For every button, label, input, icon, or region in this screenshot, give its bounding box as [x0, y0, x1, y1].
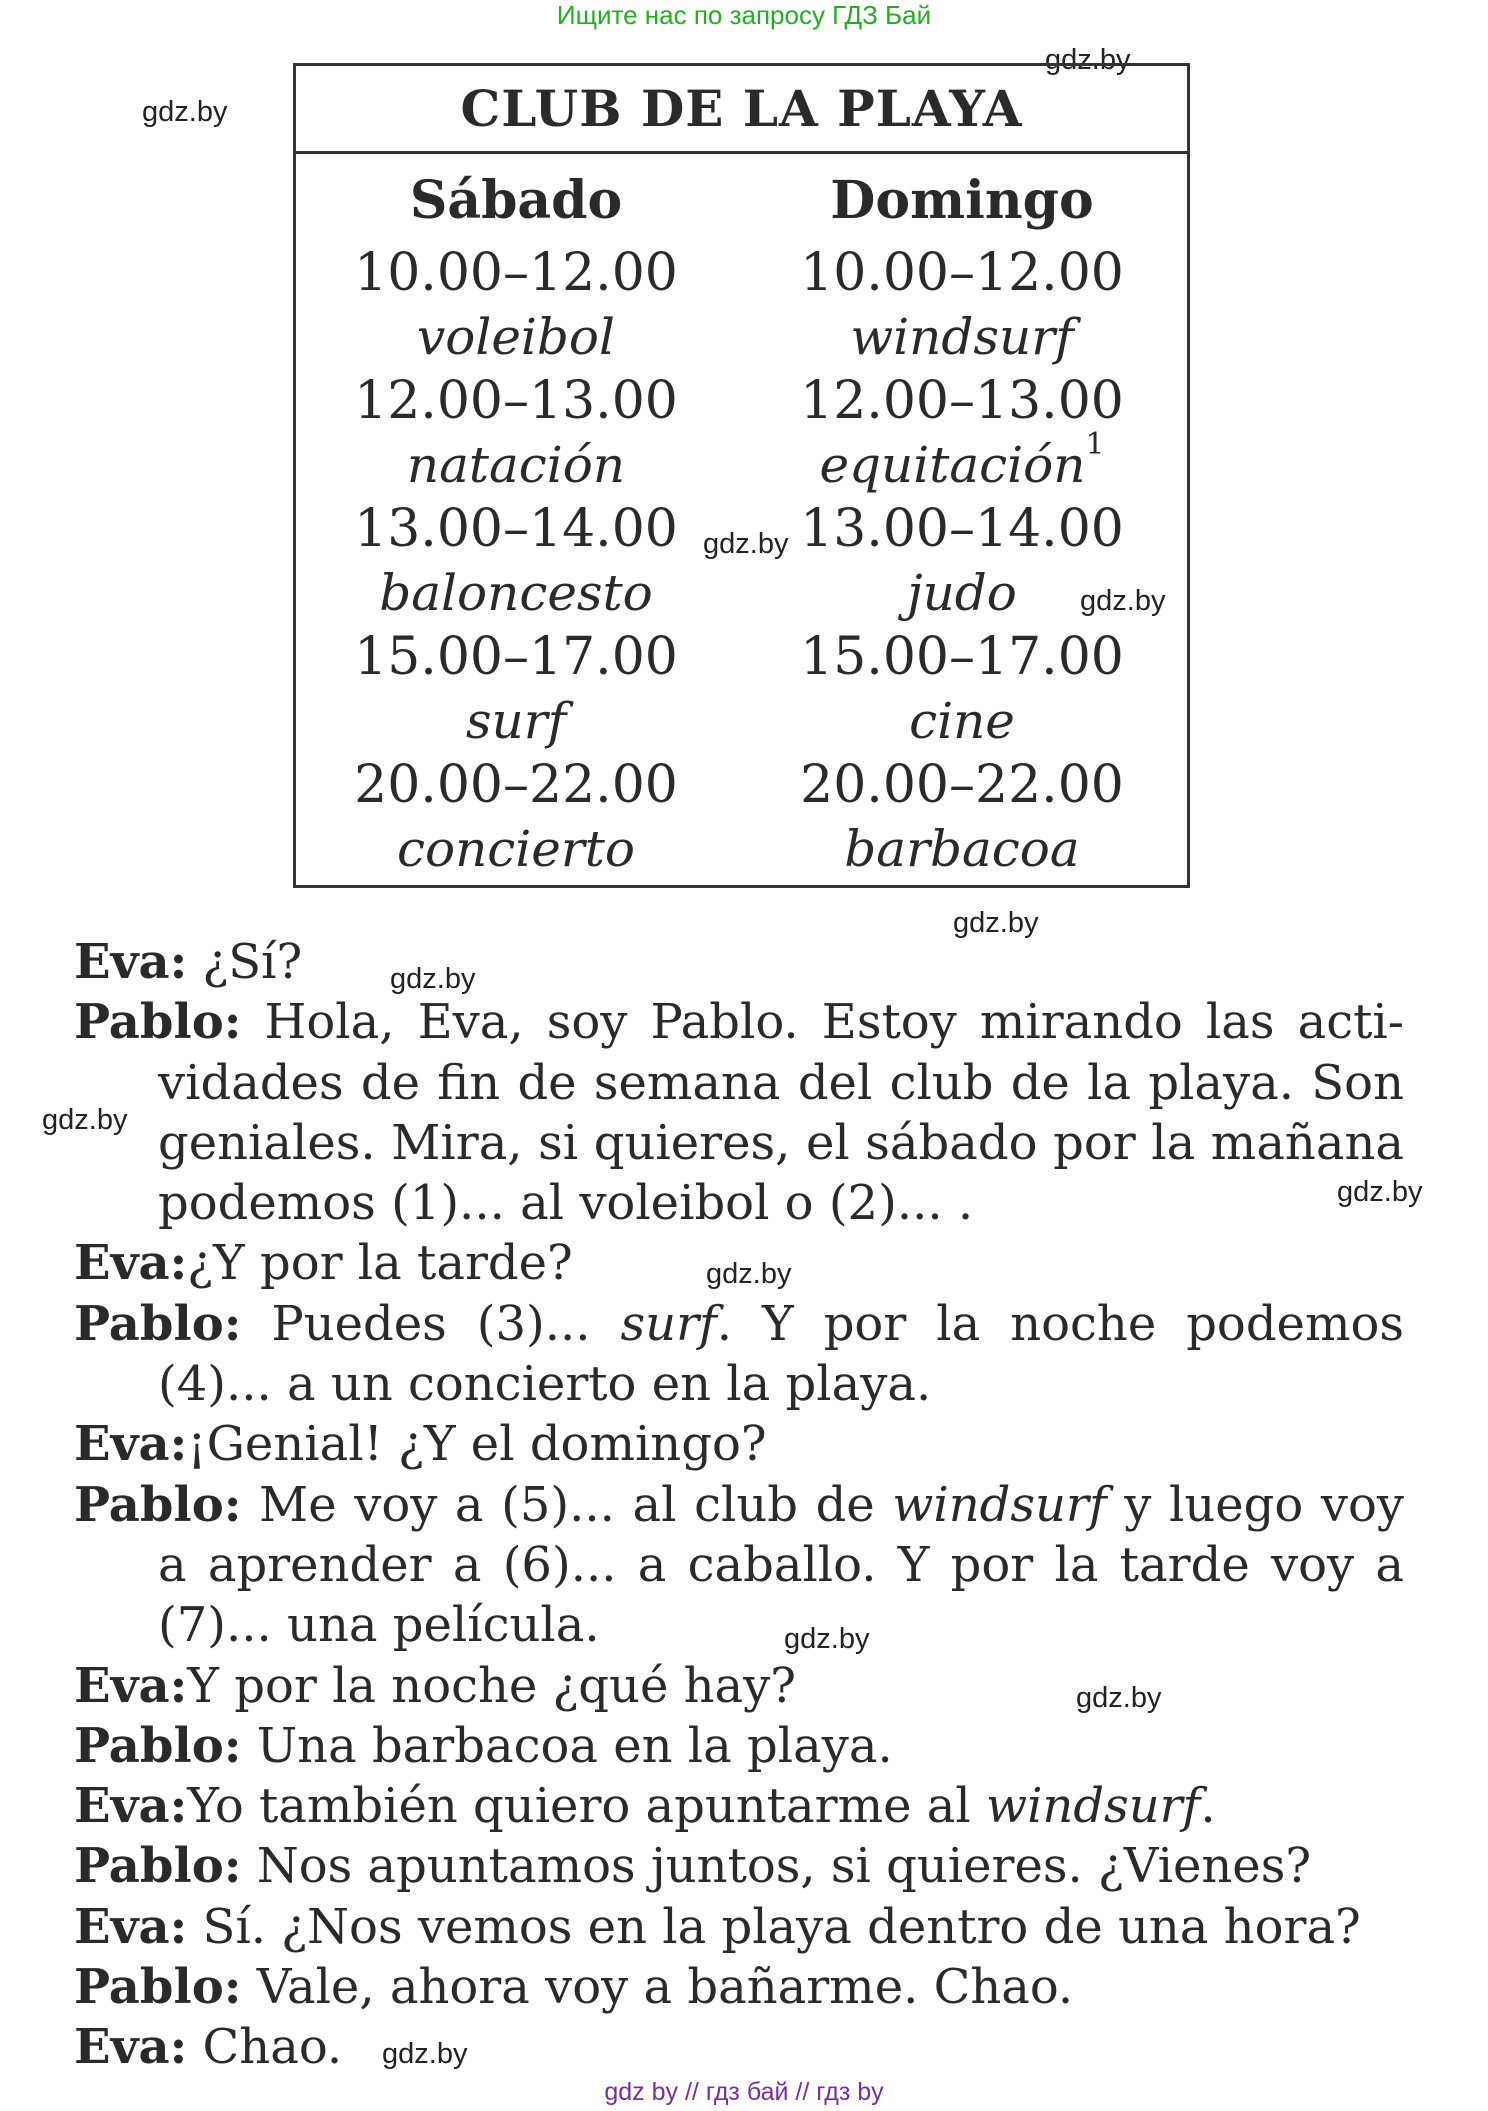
footer-separator: //: [795, 2078, 810, 2106]
line-text: Nos apuntamos juntos, si quieres. ¿Vienes?: [241, 1838, 1312, 1895]
slot-activity: judo: [907, 564, 1017, 622]
speaker-label: Pablo:: [74, 1717, 242, 1774]
slot-activity: [742, 427, 1182, 497]
watermark: gdz.by: [1045, 44, 1131, 76]
line-text-italic: surf: [620, 1295, 717, 1352]
slot-activity: concierto: [397, 820, 635, 878]
line-text: ¡Genial! ¿Y el domingo?: [187, 1416, 767, 1473]
line-text: Chao.: [187, 2019, 343, 2076]
speaker-label: Eva:: [74, 1657, 188, 1714]
line-text: y luego voy a aprender a (6)... a caballo. Y por la tarde voy a (7)... una película.: [158, 1476, 1404, 1654]
saturday-column: [296, 161, 736, 881]
slot-activity: surf: [465, 692, 567, 750]
dialogue-line: [74, 1233, 1404, 1293]
speaker-label: Pablo:: [74, 1476, 242, 1533]
speaker-label: Eva:: [74, 1416, 188, 1473]
speaker-label: Eva:: [74, 1898, 188, 1955]
slot-activity: baloncesto: [379, 564, 653, 622]
slot-activity: natación: [406, 436, 626, 494]
watermark: gdz.by: [390, 963, 476, 995]
speaker-label: Eva:: [74, 1778, 188, 1835]
speaker-label: Eva:: [74, 1235, 188, 1292]
slot-activity: windsurf: [850, 308, 1074, 366]
footer-links: [0, 2078, 1488, 2107]
schedule-table: [293, 63, 1190, 888]
line-text: Puedes (3)...: [241, 1295, 621, 1352]
footnote-marker: 1: [1085, 427, 1105, 462]
speaker-label: Eva:: [74, 934, 188, 990]
dialogue-line: [74, 1475, 1404, 1656]
watermark: gdz.by: [1076, 1682, 1162, 1714]
sunday-column: [742, 161, 1182, 881]
dialogue-line: [74, 992, 1404, 1233]
slot-time: 10.00–12.00: [354, 243, 678, 303]
speaker-label: Pablo:: [74, 1838, 242, 1895]
speaker-label: Pablo:: [74, 1959, 242, 2016]
dialogue-line: [74, 1836, 1404, 1896]
line-text: Vale, ahora voy a bañarme. Chao.: [241, 1959, 1074, 2016]
slot-activity: barbacoa: [844, 820, 1080, 878]
slot-time: 20.00–22.00: [354, 755, 678, 815]
schedule-title: CLUB DE LA PLAYA: [296, 66, 1187, 154]
dialogue-line: [74, 1716, 1404, 1776]
dialogue-line: [74, 1294, 1404, 1415]
slot-time: 20.00–22.00: [800, 755, 1124, 815]
slot-time: 10.00–12.00: [800, 243, 1124, 303]
watermark: gdz.by: [953, 907, 1039, 939]
slot-time: 15.00–17.00: [800, 627, 1124, 687]
line-text: Me voy a (5)... al club de: [241, 1476, 893, 1533]
line-text: ¿Y por la tarde?: [187, 1235, 573, 1292]
dialogue-line: [74, 1957, 1404, 2017]
watermark: gdz.by: [1080, 585, 1166, 617]
line-text-italic: windsurf: [892, 1476, 1107, 1533]
watermark: gdz.by: [1337, 1176, 1423, 1208]
slot-activity-text: equitación: [819, 436, 1086, 494]
slot-time: 12.00–13.00: [800, 371, 1124, 431]
slot-activity: voleibol: [416, 308, 616, 366]
line-text: Sí. ¿Nos vemos en la playa dentro de una hora?: [187, 1898, 1361, 1955]
line-text: Y por la noche ¿qué hay?: [187, 1657, 796, 1714]
dialogue-line: [74, 1656, 1404, 1716]
footer-link[interactable]: гдз by: [816, 2078, 884, 2106]
watermark: gdz.by: [706, 1258, 792, 1290]
line-text: Hola, Eva, soy Pablo. Estoy mirando las actividades de fin de semana del club de la playa. Son geniales. Mira, si quieres, el sábado por la mañana podemos (1)... al voleibol o (2)... .: [158, 994, 1404, 1232]
search-banner[interactable]: Ищите нас по запросу ГДЗ Бай: [556, 0, 932, 30]
slot-time: 15.00–17.00: [354, 627, 678, 687]
footer-link[interactable]: gdz by: [604, 2078, 679, 2106]
slot-time: 12.00–13.00: [354, 371, 678, 431]
watermark: gdz.by: [382, 2038, 468, 2070]
dialogue-line: [74, 1414, 1404, 1474]
line-text: Una barbacoa en la playa.: [241, 1717, 893, 1774]
speaker-label: Eva:: [74, 2019, 188, 2076]
day-heading: Domingo: [830, 170, 1094, 231]
dialogue-line: [74, 2017, 1404, 2077]
watermark: gdz.by: [784, 1623, 870, 1655]
slot-time: 13.00–14.00: [800, 499, 1124, 559]
watermark: gdz.by: [142, 96, 228, 128]
footer-separator: //: [684, 2078, 699, 2106]
slot-activity: cine: [909, 692, 1015, 750]
line-text: Yo también quiero apuntarme al: [187, 1778, 986, 1835]
dialogue-line: [74, 1776, 1404, 1836]
speaker-label: Pablo:: [74, 994, 242, 1051]
day-heading: Sábado: [409, 170, 623, 231]
dialogue: [74, 932, 1404, 2078]
line-text: .: [1200, 1778, 1216, 1835]
speaker-label: Pablo:: [74, 1295, 242, 1352]
dialogue-line: [74, 1897, 1404, 1957]
watermark: gdz.by: [703, 528, 789, 560]
watermark: gdz.by: [42, 1104, 128, 1136]
dialogue-line: [74, 932, 1404, 992]
line-text-italic: windsurf: [985, 1778, 1201, 1835]
line-text: . Y por la noche podemos (4)... a un concierto en la playa.: [158, 1295, 1405, 1413]
footer-link[interactable]: гдз бай: [705, 2078, 789, 2106]
slot-time: 13.00–14.00: [354, 499, 678, 559]
line-text: ¿Sí?: [187, 934, 303, 990]
